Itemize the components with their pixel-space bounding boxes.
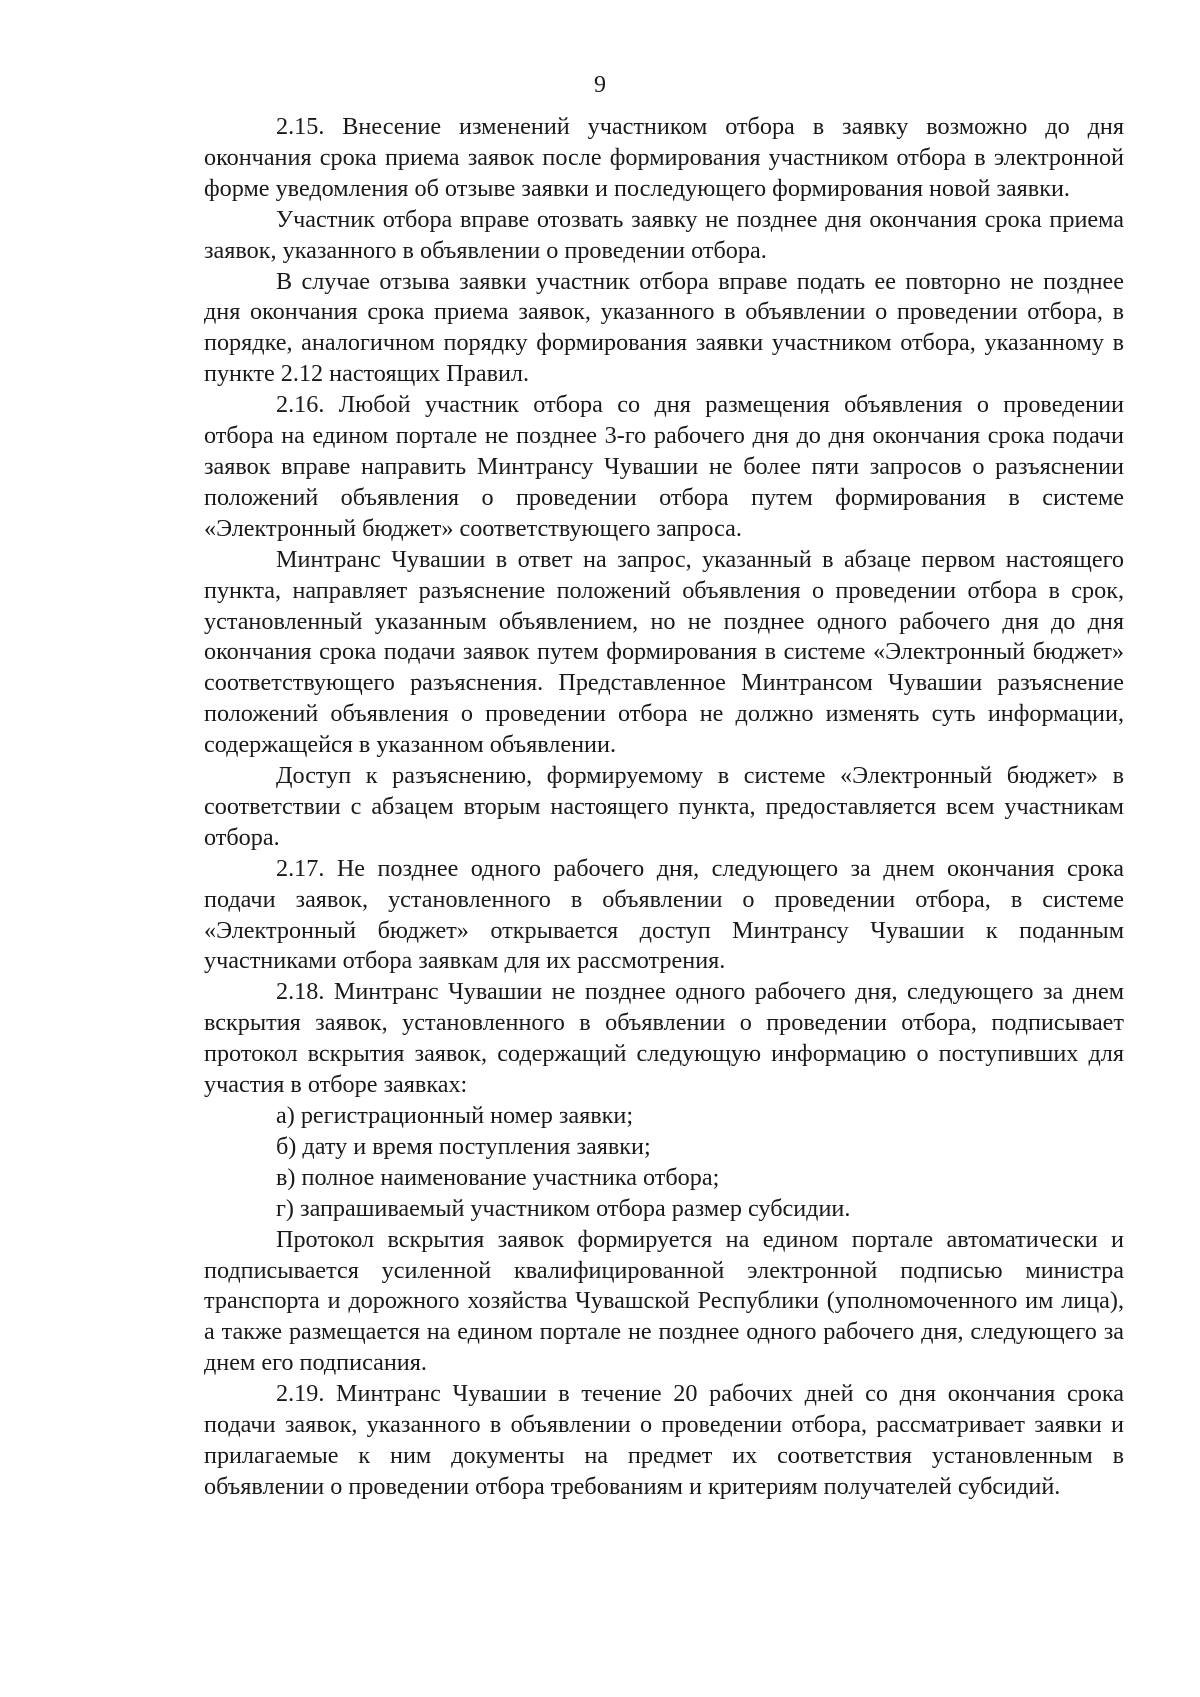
list-item-v: в) полное наименование участника отбора; <box>276 1163 720 1191</box>
list-item-b: б) дату и время поступления заявки; <box>276 1132 651 1160</box>
paragraph-2-16: 2.16. Любой участник отбора со дня размещения объявления о проведении отбора на едином портале не позднее 3-го рабочего дня до дня окончания срока подачи заявок вправе направить Минтрансу Чувашии не более пяти запросов о разъяснении положений объявления о проведении отбора путем формирования в системе «Электронный бюджет» соответствующего запроса. <box>204 391 1124 542</box>
paragraph-2-19: 2.19. Минтранс Чувашии в течение 20 рабочих дней со дня окончания срока подачи заявок, указанного в объявлении о проведении отбора, рассматривает заявки и прилагаемые к ним документы на предмет их соответствия установленным в объявлении о проведении отбора требованиям и критериям получателей субсидий. <box>204 1380 1124 1500</box>
list-item-a: а) регистрационный номер заявки; <box>276 1102 634 1129</box>
paragraph-protocol: Протокол вскрытия заявок формируется на едином портале автоматически и подписывается усиленной квалифицированной электронной подписью министра транспорта и дорожного хозяйства Чувашской Республики (уполномоченного им лица), а также размещается на едином портале не позднее одного рабочего дня, следующего за днем его подписания. <box>204 1225 1124 1377</box>
paragraph-2-18: 2.18. Минтранс Чувашии не позднее одного рабочего дня, следующего за днем вскрытия заявок, установленного в объявлении о проведении отбора, подписывает протокол вскрытия заявок, содержащий следующую информацию о поступивших для участия в отборе заявках: <box>204 978 1124 1099</box>
paragraph-2-15: 2.15. Внесение изменений участником отбора в заявку возможно до дня окончания срока приема заявок после формирования участником отбора в электронной форме уведомления об отзыве заявки и последующего формирования новой заявки. <box>204 113 1124 202</box>
list-item-g: г) запрашиваемый участником отбора размер субсидии. <box>276 1194 851 1222</box>
document-body <box>204 112 1124 1503</box>
paragraph-2-17: 2.17. Не позднее одного рабочего дня, следующего за днем окончания срока подачи заявок, установленного в объявлении о проведении отбора, в системе «Электронный бюджет» открывается доступ Минтрансу Чувашии к поданным участниками отбора заявкам для их рассмотрения. <box>204 854 1124 975</box>
page-number: 9 <box>594 72 606 98</box>
paragraph-withdraw: Участник отбора вправе отозвать заявку не позднее дня окончания срока приема заявок, указанного в объявлении о проведении отбора. <box>204 205 1124 264</box>
paragraph-clarification: Минтранс Чувашии в ответ на запрос, указанный в абзаце первом настоящего пункта, направляет разъяснение положений объявления о проведении отбора в срок, установленный указанным объявлением, но не позднее одного рабочего дня до дня окончания срока подачи заявок путем формирования в системе «Электронный бюджет» соответствующего разъяснения. Представленное Минтрансом Чувашии разъяснение положений объявления о проведении отбора не должно изменять суть информации, содержащейся в указанном объявлении. <box>204 545 1124 759</box>
paragraph-resubmit: В случае отзыва заявки участник отбора вправе подать ее повторно не позднее дня окончания срока приема заявок, указанного в объявлении о проведении отбора, в порядке, аналогичном порядку формирования заявки участником отбора, указанному в пункте 2.12 настоящих Правил. <box>204 267 1124 388</box>
paragraph-access: Доступ к разъяснению, формируемому в системе «Электронный бюджет» в соответствии с абзацем вторым настоящего пункта, предоставляется всем участникам отбора. <box>204 762 1124 851</box>
